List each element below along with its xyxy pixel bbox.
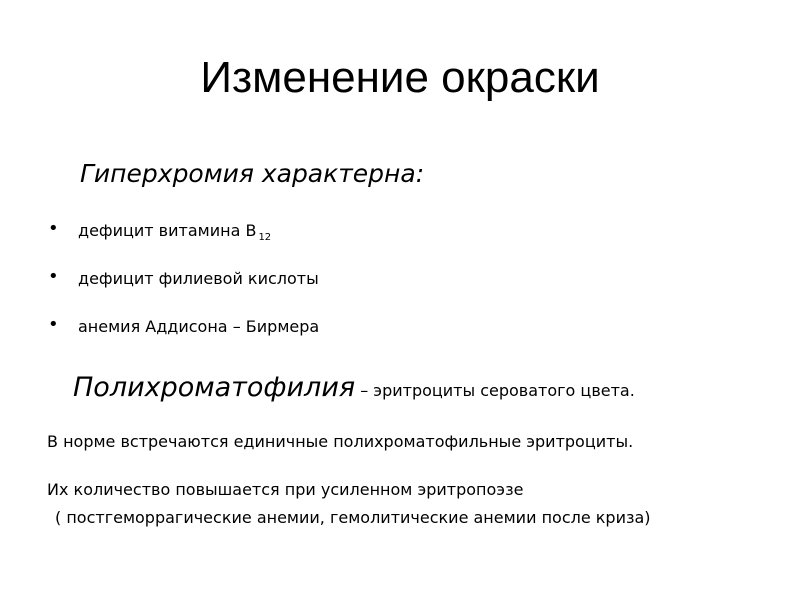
paragraph-increase: Их количество повышается при усиленном эритропоэзе bbox=[47, 480, 524, 499]
paragraph-norm: В норме встречаются единичные полихроматофильные эритроциты. bbox=[47, 432, 634, 451]
bullet-item bbox=[48, 312, 319, 360]
bullet-text: анемия Аддисона – Бирмера bbox=[78, 317, 320, 336]
bullet-dot-icon: • bbox=[48, 314, 59, 335]
term-definition-line bbox=[73, 370, 635, 409]
subtitle-hyperchromia: Гиперхромия характерна: bbox=[80, 159, 425, 188]
bullet-dot-icon: • bbox=[48, 218, 59, 239]
bullet-item bbox=[48, 216, 319, 264]
bullet-dot-icon: • bbox=[48, 266, 59, 287]
bullet-text: дефицит филиевой кислоты bbox=[78, 269, 319, 288]
term-word: Полихроматофилия bbox=[73, 372, 356, 403]
bullet-list bbox=[48, 216, 319, 360]
bullet-text: дефицит витамина В bbox=[78, 221, 257, 240]
paragraph-causes: ( постгеморрагические анемии, гемолитические анемии после криза) bbox=[55, 508, 651, 527]
bullet-item bbox=[48, 264, 319, 312]
bullet-subscript: 12 bbox=[258, 232, 272, 243]
slide-title: Изменение окраски bbox=[200, 53, 600, 102]
term-definition: – эритроциты сероватого цвета. bbox=[360, 381, 635, 400]
